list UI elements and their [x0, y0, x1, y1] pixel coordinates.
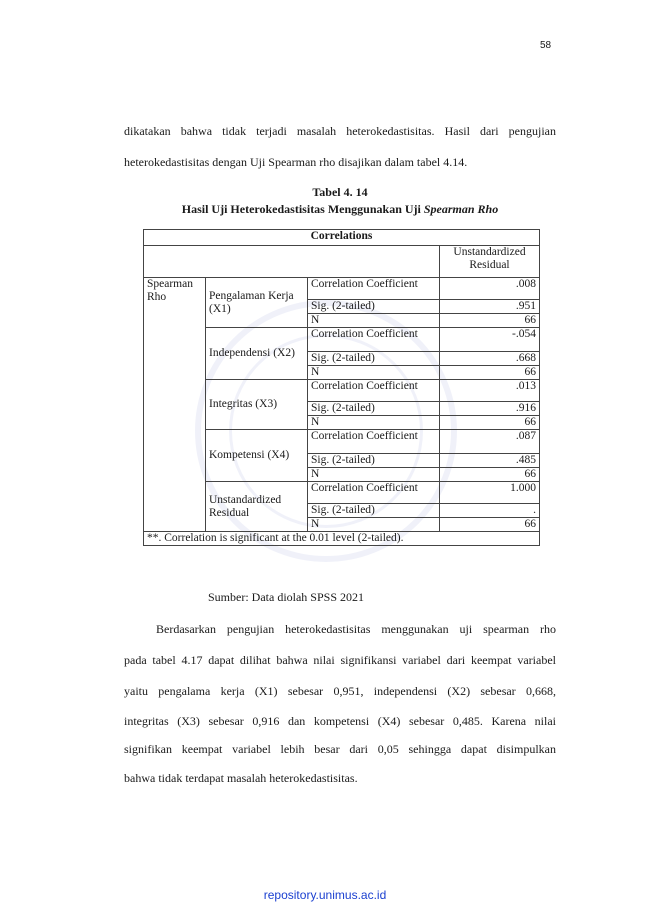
body-line-5: signifikan keempat variabel lebih besar dari 0,05 sehingga dapat disimpulkan [124, 742, 556, 756]
intro-line-1: dikatakan bahwa tidak terjadi masalah heterokedastisitas. Hasil dari pengujian [124, 124, 556, 138]
statistic-value: 66 [440, 518, 540, 532]
statistic-value: -.054 [440, 328, 540, 352]
statistic-value: .485 [440, 454, 540, 468]
table-number: Tabel 4. 14 [312, 185, 368, 199]
statistic-label: N [308, 468, 440, 482]
correlations-table [143, 229, 540, 546]
statistic-label: Sig. (2-tailed) [308, 402, 440, 416]
statistic-label: N [308, 416, 440, 430]
statistic-value: .087 [440, 430, 540, 454]
page-number: 58 [540, 40, 552, 51]
statistic-value: 66 [440, 366, 540, 380]
statistic-value: .013 [440, 380, 540, 402]
statistic-value: .008 [440, 278, 540, 300]
variable-name: Pengalaman Kerja (X1) [206, 278, 308, 328]
statistic-label: N [308, 366, 440, 380]
statistic-label: Sig. (2-tailed) [308, 352, 440, 366]
statistic-label: Sig. (2-tailed) [308, 300, 440, 314]
statistic-value: .916 [440, 402, 540, 416]
group-label: Spearman Rho [144, 278, 206, 532]
statistic-label: Sig. (2-tailed) [308, 504, 440, 518]
column-header: Unstandardized Residual [440, 246, 540, 278]
body-line-6: bahwa tidak terdapat masalah heterokedastisitas. [124, 771, 358, 785]
statistic-label: Sig. (2-tailed) [308, 454, 440, 468]
statistic-label: Correlation Coefficient [308, 482, 440, 504]
variable-name: Independensi (X2) [206, 328, 308, 380]
header-blank [144, 246, 440, 278]
statistic-value: .951 [440, 300, 540, 314]
table-row [144, 278, 540, 300]
variable-name: Unstandardized Residual [206, 482, 308, 532]
intro-line-2: heterokedastisitas dengan Uji Spearman rho disajikan dalam tabel 4.14. [124, 155, 468, 169]
statistic-value: 66 [440, 468, 540, 482]
statistic-value: 1.000 [440, 482, 540, 504]
table-title: Correlations [144, 230, 540, 246]
statistic-label: Correlation Coefficient [308, 328, 440, 352]
statistic-label: Correlation Coefficient [308, 380, 440, 402]
body-line-2: pada tabel 4.17 dapat dilihat bahwa nilai signifikansi variabel dari keempat variabel [124, 653, 556, 667]
table-subtitle: Hasil Uji Heterokedastisitas Menggunakan Uji Spearman Rho [181, 202, 499, 216]
table-caption [124, 184, 556, 218]
table-source: Sumber: Data diolah SPSS 2021 [208, 590, 365, 604]
repository-link[interactable]: repository.unimus.ac.id [263, 888, 387, 902]
table-body [144, 278, 540, 532]
statistic-label: Correlation Coefficient [308, 430, 440, 454]
variable-name: Integritas (X3) [206, 380, 308, 430]
statistic-label: N [308, 518, 440, 532]
variable-name: Kompetensi (X4) [206, 430, 308, 482]
table-footnote: **. Correlation is significant at the 0.01 level (2-tailed). [144, 532, 540, 546]
statistic-value: 66 [440, 314, 540, 328]
statistic-value: .668 [440, 352, 540, 366]
statistic-label: Correlation Coefficient [308, 278, 440, 300]
statistic-label: N [308, 314, 440, 328]
statistic-value: . [440, 504, 540, 518]
body-line-1: Berdasarkan pengujian heterokedastisitas menggunakan uji spearman rho [156, 622, 556, 636]
statistic-value: 66 [440, 416, 540, 430]
body-line-3: yaitu pengalama kerja (X1) sebesar 0,951, independensi (X2) sebesar 0,668, [124, 684, 556, 698]
body-line-4: integritas (X3) sebesar 0,916 dan kompetensi (X4) sebesar 0,485. Karena nilai [124, 714, 556, 728]
